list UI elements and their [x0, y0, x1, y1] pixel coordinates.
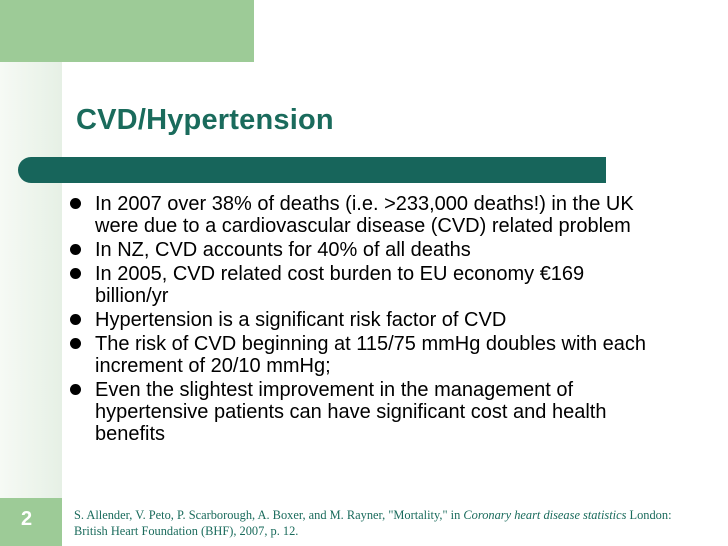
title-underline-bar [18, 157, 606, 183]
bullet-dot-icon [70, 198, 81, 209]
citation-publisher: London: British Heart Foundation (BHF), 2007, p. 12. [74, 508, 672, 538]
slide-title: CVD/Hypertension [76, 104, 334, 136]
decorative-left-strip [0, 62, 62, 546]
bullet-item [62, 193, 662, 237]
bullet-item [62, 309, 662, 331]
citation-book-title: Coronary heart disease statistics [463, 508, 627, 522]
bullet-dot-icon [70, 244, 81, 255]
bullet-text: The risk of CVD beginning at 115/75 mmHg doubles with each increment of 20/10 mmHg; [95, 333, 647, 377]
citation [74, 507, 674, 539]
bullet-list [62, 193, 662, 447]
citation-authors: S. Allender, V. Peto, P. Scarborough, A. Boxer, and M. Rayner, "Mortality," in [74, 508, 464, 522]
bullet-text: In 2007 over 38% of deaths (i.e. >233,000 deaths!) in the UK were due to a cardiovascular disease (CVD) related problem [95, 193, 634, 237]
bullet-dot-icon [70, 268, 81, 279]
bullet-item [62, 263, 662, 307]
bullet-text: In 2005, CVD related cost burden to EU economy €169 billion/yr [95, 263, 585, 307]
bullet-dot-icon [70, 338, 81, 349]
page-number: 2 [21, 508, 33, 530]
bullet-item [62, 379, 662, 445]
bullet-text: In NZ, CVD accounts for 40% of all deaths [95, 239, 471, 261]
bullet-item [62, 333, 662, 377]
decorative-green-block [0, 0, 254, 62]
bullet-dot-icon [70, 314, 81, 325]
bullet-dot-icon [70, 384, 81, 395]
bullet-text: Even the slightest improvement in the management of hypertensive patients can have significant cost and health benefits [95, 379, 607, 445]
bullet-text: Hypertension is a significant risk factor of CVD [95, 309, 507, 331]
bullet-item [62, 239, 662, 261]
